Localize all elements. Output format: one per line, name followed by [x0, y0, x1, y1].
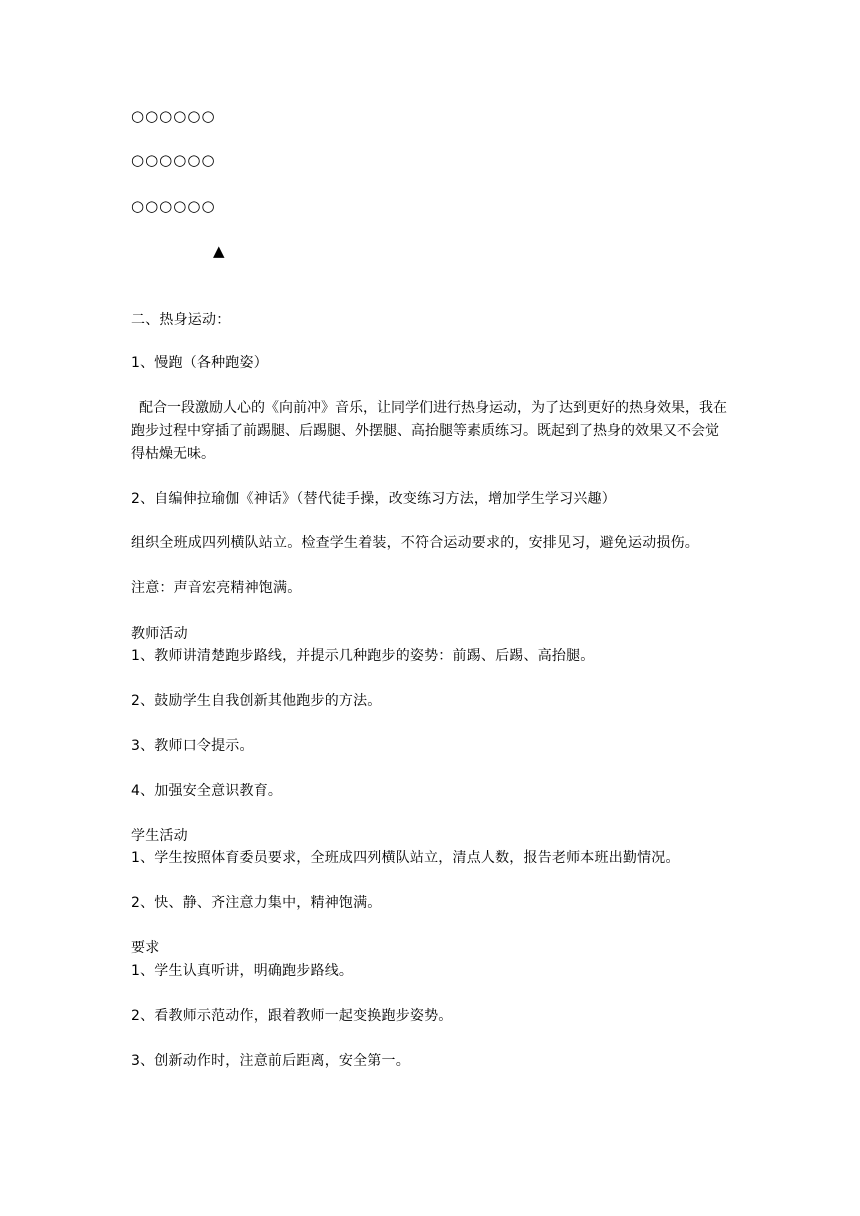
teacher-item-4: 4、加强安全意识教育。 — [131, 783, 283, 799]
section-title: 二、热身运动： — [131, 312, 231, 328]
jog-description: 配合一段激励人心的《向前冲》音乐，让同学们进行热身运动，为了达到更好的热身效果，我在跑步过程中穿插了前踢腿、后踢腿、外摆腿、高抬腿等素质练习。既起到了热身的效果又不会觉得枯燥无味。 — [131, 400, 727, 462]
teacher-heading: 教师活动 — [131, 626, 188, 642]
student-item-2: 2、快、静、齐注意力集中，精神饱满。 — [131, 895, 382, 911]
formation-row-3: ○○○○○○ — [131, 197, 216, 215]
student-heading: 学生活动 — [131, 828, 188, 844]
requirement-item-1: 1、学生认真听讲，明确跑步路线。 — [131, 963, 354, 979]
note-text: 注意：声音宏亮精神饱满。 — [131, 580, 302, 596]
requirements-heading: 要求 — [131, 940, 160, 956]
teacher-position-marker: ▲ — [213, 242, 225, 260]
requirement-item-3: 3、创新动作时，注意前后距离，安全第一。 — [131, 1053, 410, 1069]
requirement-item-2: 2、看教师示范动作，跟着教师一起变换跑步姿势。 — [131, 1008, 453, 1024]
teacher-item-2: 2、鼓励学生自我创新其他跑步的方法。 — [131, 693, 382, 709]
teacher-item-1: 1、教师讲清楚跑步路线，并提示几种跑步的姿势：前踢、后踢、高抬腿。 — [131, 648, 595, 664]
formation-row-2: ○○○○○○ — [131, 151, 216, 169]
formation-row-1: ○○○○○○ — [131, 107, 216, 125]
jog-title: 1、慢跑（各种跑姿） — [131, 355, 268, 371]
yoga-title: 2、自编伸拉瑜伽《神话》（替代徒手操，改变练习方法，增加学生学习兴趣） — [131, 491, 616, 507]
teacher-item-3: 3、教师口令提示。 — [131, 738, 254, 754]
organize-text: 组织全班成四列横队站立。检查学生着装，不符合运动要求的，安排见习，避免运动损伤。 — [131, 535, 699, 551]
student-item-1: 1、学生按照体育委员要求，全班成四列横队站立，清点人数，报告老师本班出勤情况。 — [131, 850, 680, 866]
